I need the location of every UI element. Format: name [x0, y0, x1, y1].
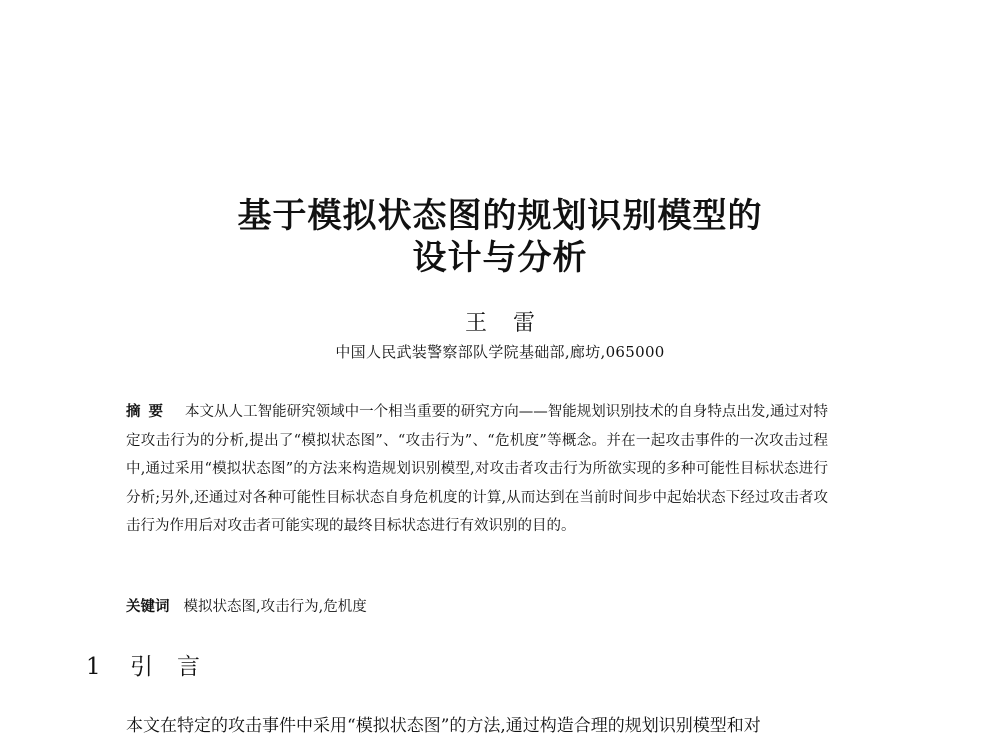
- paper-title-line-1: 基于模拟状态图的规划识别模型的: [237, 196, 763, 236]
- body-text-first-line: 本文在特定的攻击事件中采用“模拟状态图”的方法,通过构造合理的规划识别模型和对: [126, 716, 761, 736]
- section-heading: [86, 652, 224, 682]
- abstract-text: 本文从人工智能研究领域中一个相当重要的研究方向——智能规划识别技术的自身特点出发,通过对特定攻击行为的分析,提出了“模拟状态图”、“攻击行为”、“危机度”等概念。并在一起攻击事件的一次攻击过程中,通过采用“模拟状态图”的方法来构造规划识别模型,对攻击者攻击行为所欲实现的多种可能性目标状态进行分析;另外,还通过对各种可能性目标状态自身危机度的计算,从而达到在当前时间步中起始状态下经过攻击者攻击行为作用后对攻击者可能实现的最终目标状态进行有效识别的目的。: [126, 404, 829, 535]
- section-title: 引言: [130, 654, 224, 680]
- keywords: [126, 596, 828, 618]
- paper-title-line-2: 设计与分析: [412, 238, 588, 278]
- abstract-label: 摘要: [126, 404, 172, 420]
- author-affiliation: 中国人民武装警察部队学院基础部,廊坊,065000: [335, 343, 665, 361]
- abstract: [126, 398, 828, 541]
- author-name: 王雷: [464, 311, 561, 336]
- keywords-label: 关键词: [126, 599, 170, 615]
- keywords-text: 模拟状态图,攻击行为,危机度: [183, 599, 367, 615]
- section-number: 1: [86, 654, 101, 680]
